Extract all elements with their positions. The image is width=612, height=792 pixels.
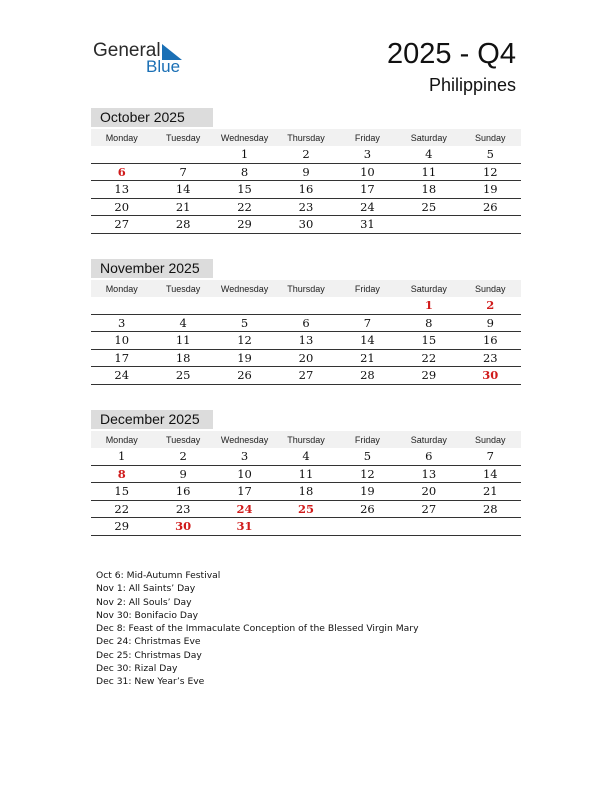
day-cell: 18 bbox=[398, 181, 459, 199]
day-cell: 14 bbox=[460, 465, 521, 483]
day-cell: 22 bbox=[398, 349, 459, 367]
day-cell: 6 bbox=[91, 163, 152, 181]
week-row bbox=[91, 314, 521, 332]
day-cell: 23 bbox=[460, 349, 521, 367]
weekday-header-row bbox=[91, 280, 521, 297]
weekday-label: Friday bbox=[337, 280, 398, 297]
day-cell: 14 bbox=[152, 181, 213, 199]
day-cell: 2 bbox=[152, 448, 213, 465]
day-cell: 27 bbox=[275, 367, 336, 385]
day-cell: 19 bbox=[460, 181, 521, 199]
holiday-note: Dec 30: Rizal Day bbox=[96, 663, 178, 675]
day-cell: 29 bbox=[214, 216, 275, 234]
day-cell: 28 bbox=[460, 500, 521, 518]
day-cell: 13 bbox=[398, 465, 459, 483]
day-cell: 31 bbox=[337, 216, 398, 234]
day-cell: 27 bbox=[398, 500, 459, 518]
day-cell: 24 bbox=[214, 500, 275, 518]
empty-day-cell bbox=[337, 518, 398, 536]
day-cell: 23 bbox=[152, 500, 213, 518]
empty-day-cell bbox=[337, 297, 398, 314]
day-cell: 3 bbox=[91, 314, 152, 332]
day-cell: 12 bbox=[337, 465, 398, 483]
week-row bbox=[91, 500, 521, 518]
holiday-note: Nov 2: All Souls’ Day bbox=[96, 596, 192, 608]
day-cell: 23 bbox=[275, 198, 336, 216]
day-cell: 4 bbox=[398, 146, 459, 163]
empty-day-cell bbox=[275, 518, 336, 536]
week-row bbox=[91, 518, 521, 536]
day-cell: 24 bbox=[337, 198, 398, 216]
empty-day-cell bbox=[91, 297, 152, 314]
day-cell: 30 bbox=[460, 367, 521, 385]
day-cell: 5 bbox=[460, 146, 521, 163]
month-november bbox=[91, 259, 521, 385]
day-cell: 18 bbox=[152, 349, 213, 367]
empty-day-cell bbox=[275, 297, 336, 314]
day-cell: 8 bbox=[91, 465, 152, 483]
empty-day-cell bbox=[398, 216, 459, 234]
day-cell: 4 bbox=[152, 314, 213, 332]
day-cell: 26 bbox=[460, 198, 521, 216]
weekday-label: Sunday bbox=[460, 431, 521, 448]
day-cell: 3 bbox=[337, 146, 398, 163]
day-cell: 30 bbox=[152, 518, 213, 536]
week-row bbox=[91, 367, 521, 385]
week-row bbox=[91, 332, 521, 350]
day-cell: 7 bbox=[337, 314, 398, 332]
weekday-label: Saturday bbox=[398, 129, 459, 146]
day-cell: 21 bbox=[460, 483, 521, 501]
day-cell: 22 bbox=[214, 198, 275, 216]
day-cell: 7 bbox=[152, 163, 213, 181]
day-cell: 2 bbox=[460, 297, 521, 314]
day-cell: 17 bbox=[91, 349, 152, 367]
weekday-label: Saturday bbox=[398, 280, 459, 297]
week-row bbox=[91, 483, 521, 501]
day-cell: 27 bbox=[91, 216, 152, 234]
day-cell: 29 bbox=[91, 518, 152, 536]
day-cell: 18 bbox=[275, 483, 336, 501]
day-cell: 26 bbox=[337, 500, 398, 518]
weekday-header-row bbox=[91, 431, 521, 448]
week-row bbox=[91, 349, 521, 367]
weekday-label: Tuesday bbox=[152, 129, 213, 146]
day-cell: 11 bbox=[398, 163, 459, 181]
empty-day-cell bbox=[91, 146, 152, 163]
month-december bbox=[91, 410, 521, 536]
day-cell: 9 bbox=[152, 465, 213, 483]
holiday-note: Nov 1: All Saints’ Day bbox=[96, 583, 196, 595]
day-cell: 11 bbox=[152, 332, 213, 350]
day-cell: 10 bbox=[337, 163, 398, 181]
day-cell: 16 bbox=[275, 181, 336, 199]
day-cell: 20 bbox=[91, 198, 152, 216]
week-row bbox=[91, 181, 521, 199]
empty-day-cell bbox=[398, 518, 459, 536]
day-cell: 5 bbox=[337, 448, 398, 465]
day-cell: 6 bbox=[275, 314, 336, 332]
weekday-label: Thursday bbox=[275, 280, 336, 297]
logo-blue-text: Blue bbox=[146, 57, 181, 76]
weekday-label: Monday bbox=[91, 431, 152, 448]
day-cell: 16 bbox=[460, 332, 521, 350]
day-cell: 13 bbox=[275, 332, 336, 350]
weekday-label: Friday bbox=[337, 431, 398, 448]
day-cell: 3 bbox=[214, 448, 275, 465]
week-row bbox=[91, 146, 521, 163]
day-cell: 15 bbox=[214, 181, 275, 199]
day-cell: 1 bbox=[398, 297, 459, 314]
weekday-label: Friday bbox=[337, 129, 398, 146]
day-cell: 9 bbox=[460, 314, 521, 332]
day-cell: 1 bbox=[91, 448, 152, 465]
week-row bbox=[91, 448, 521, 465]
day-cell: 16 bbox=[152, 483, 213, 501]
day-cell: 24 bbox=[91, 367, 152, 385]
week-row bbox=[91, 465, 521, 483]
calendar-table bbox=[91, 129, 521, 234]
weekday-label: Saturday bbox=[398, 431, 459, 448]
holiday-note: Dec 8: Feast of the Immaculate Conception of the Blessed Virgin Mary bbox=[96, 623, 419, 635]
day-cell: 12 bbox=[460, 163, 521, 181]
week-row bbox=[91, 297, 521, 314]
day-cell: 21 bbox=[337, 349, 398, 367]
day-cell: 20 bbox=[275, 349, 336, 367]
day-cell: 8 bbox=[214, 163, 275, 181]
weekday-label: Thursday bbox=[275, 129, 336, 146]
day-cell: 1 bbox=[214, 146, 275, 163]
weekday-label: Monday bbox=[91, 129, 152, 146]
day-cell: 17 bbox=[337, 181, 398, 199]
logo bbox=[93, 40, 193, 80]
weekday-label: Sunday bbox=[460, 129, 521, 146]
day-cell: 10 bbox=[91, 332, 152, 350]
holiday-note: Nov 30: Bonifacio Day bbox=[96, 609, 199, 621]
day-cell: 15 bbox=[398, 332, 459, 350]
day-cell: 8 bbox=[398, 314, 459, 332]
month-title: December 2025 bbox=[91, 410, 213, 429]
empty-day-cell bbox=[152, 146, 213, 163]
empty-day-cell bbox=[214, 297, 275, 314]
calendar-table bbox=[91, 280, 521, 385]
day-cell: 30 bbox=[275, 216, 336, 234]
week-row bbox=[91, 198, 521, 216]
week-row bbox=[91, 163, 521, 181]
weekday-label: Tuesday bbox=[152, 431, 213, 448]
day-cell: 31 bbox=[214, 518, 275, 536]
day-cell: 12 bbox=[214, 332, 275, 350]
weekday-label: Wednesday bbox=[214, 431, 275, 448]
empty-day-cell bbox=[460, 518, 521, 536]
day-cell: 6 bbox=[398, 448, 459, 465]
day-cell: 13 bbox=[91, 181, 152, 199]
day-cell: 28 bbox=[152, 216, 213, 234]
holiday-note: Dec 24: Christmas Eve bbox=[96, 636, 201, 648]
weekday-label: Sunday bbox=[460, 280, 521, 297]
day-cell: 21 bbox=[152, 198, 213, 216]
day-cell: 2 bbox=[275, 146, 336, 163]
day-cell: 7 bbox=[460, 448, 521, 465]
day-cell: 28 bbox=[337, 367, 398, 385]
day-cell: 29 bbox=[398, 367, 459, 385]
day-cell: 17 bbox=[214, 483, 275, 501]
day-cell: 5 bbox=[214, 314, 275, 332]
weekday-label: Wednesday bbox=[214, 280, 275, 297]
logo-general-text: General bbox=[93, 40, 161, 61]
day-cell: 4 bbox=[275, 448, 336, 465]
day-cell: 9 bbox=[275, 163, 336, 181]
holiday-notes bbox=[96, 569, 516, 689]
day-cell: 11 bbox=[275, 465, 336, 483]
day-cell: 26 bbox=[214, 367, 275, 385]
weekday-label: Monday bbox=[91, 280, 152, 297]
weekday-label: Thursday bbox=[275, 431, 336, 448]
holiday-note: Dec 25: Christmas Day bbox=[96, 649, 202, 661]
day-cell: 25 bbox=[152, 367, 213, 385]
day-cell: 14 bbox=[337, 332, 398, 350]
holiday-note: Oct 6: Mid-Autumn Festival bbox=[96, 570, 221, 581]
page-title: 2025 - Q4 bbox=[387, 38, 516, 70]
weekday-header-row bbox=[91, 129, 521, 146]
weekday-label: Wednesday bbox=[214, 129, 275, 146]
day-cell: 22 bbox=[91, 500, 152, 518]
empty-day-cell bbox=[152, 297, 213, 314]
day-cell: 10 bbox=[214, 465, 275, 483]
calendar-table bbox=[91, 431, 521, 536]
week-row bbox=[91, 216, 521, 234]
empty-day-cell bbox=[460, 216, 521, 234]
day-cell: 20 bbox=[398, 483, 459, 501]
day-cell: 25 bbox=[275, 500, 336, 518]
country-name: Philippines bbox=[428, 75, 516, 95]
month-title: October 2025 bbox=[91, 108, 213, 127]
holiday-note: Dec 31: New Year’s Eve bbox=[96, 676, 205, 688]
weekday-label: Tuesday bbox=[152, 280, 213, 297]
day-cell: 15 bbox=[91, 483, 152, 501]
day-cell: 19 bbox=[337, 483, 398, 501]
month-title: November 2025 bbox=[91, 259, 213, 278]
day-cell: 19 bbox=[214, 349, 275, 367]
day-cell: 25 bbox=[398, 198, 459, 216]
month-october bbox=[91, 108, 521, 234]
